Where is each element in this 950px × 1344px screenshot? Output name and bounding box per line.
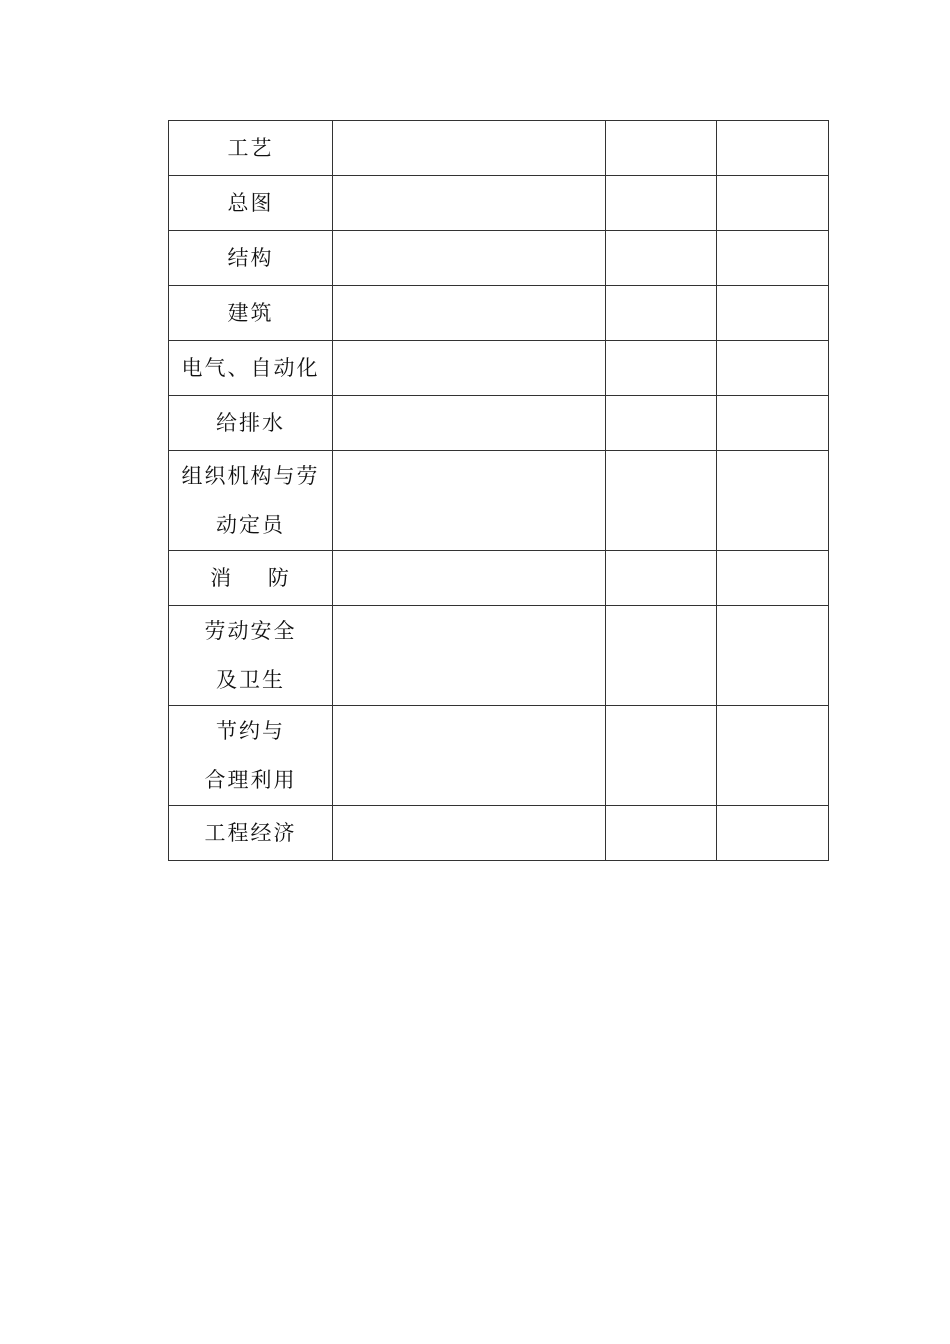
blank-cell: [606, 341, 717, 396]
table-row: [169, 341, 829, 396]
table-row: [169, 231, 829, 286]
row-label: 电气、自动化: [181, 355, 320, 380]
row-label-line-2: 动定员: [216, 512, 285, 537]
blank-cell: [606, 176, 717, 231]
row-label-line-2: 合理利用: [204, 767, 297, 792]
table-row: [169, 286, 829, 341]
row-label-cell: [169, 121, 333, 176]
blank-cell: [717, 806, 829, 861]
content-cell: [333, 341, 606, 396]
content-cell: [333, 706, 606, 806]
content-cell: [333, 551, 606, 606]
content-cell: [333, 121, 606, 176]
row-label-cell: [169, 176, 333, 231]
content-cell: [333, 806, 606, 861]
content-cell: [333, 396, 606, 451]
row-label: 建筑: [227, 300, 274, 325]
row-label-cell: [169, 706, 333, 806]
blank-cell: [717, 286, 829, 341]
table-row: [169, 176, 829, 231]
row-label-line-1: 劳动安全: [204, 618, 297, 643]
blank-cell: [717, 341, 829, 396]
content-cell: [333, 451, 606, 551]
row-label-cell: [169, 341, 333, 396]
blank-cell: [606, 606, 717, 706]
content-cell: [333, 286, 606, 341]
table-row: [169, 706, 829, 806]
row-label-line-1: 组织机构与劳: [181, 463, 320, 488]
row-label-line-2: 及卫生: [216, 667, 285, 692]
blank-cell: [717, 176, 829, 231]
blank-cell: [717, 551, 829, 606]
row-label: 消 防: [210, 565, 291, 590]
content-cell: [333, 231, 606, 286]
row-label: 工艺: [227, 135, 274, 160]
table-row: [169, 806, 829, 861]
blank-cell: [606, 806, 717, 861]
row-label: 给排水: [216, 410, 285, 435]
blank-cell: [606, 231, 717, 286]
review-table: [168, 120, 829, 861]
blank-cell: [717, 121, 829, 176]
blank-cell: [606, 121, 717, 176]
row-label: 总图: [227, 190, 274, 215]
row-label-cell: [169, 551, 333, 606]
row-label-cell: [169, 396, 333, 451]
blank-cell: [717, 606, 829, 706]
row-label-cell: [169, 451, 333, 551]
row-label-cell: [169, 231, 333, 286]
blank-cell: [606, 551, 717, 606]
row-label-cell: [169, 806, 333, 861]
blank-cell: [717, 231, 829, 286]
content-cell: [333, 606, 606, 706]
row-label-line-1: 节约与: [216, 718, 285, 743]
blank-cell: [606, 286, 717, 341]
table-row: [169, 451, 829, 551]
row-label-cell: [169, 606, 333, 706]
table-row: [169, 606, 829, 706]
row-label: 工程经济: [204, 820, 297, 845]
blank-cell: [717, 396, 829, 451]
table-row: [169, 121, 829, 176]
row-label: 结构: [227, 245, 274, 270]
blank-cell: [606, 396, 717, 451]
blank-cell: [717, 706, 829, 806]
table-row: [169, 396, 829, 451]
content-cell: [333, 176, 606, 231]
blank-cell: [606, 706, 717, 806]
blank-cell: [717, 451, 829, 551]
row-label-cell: [169, 286, 333, 341]
blank-cell: [606, 451, 717, 551]
table-row: [169, 551, 829, 606]
